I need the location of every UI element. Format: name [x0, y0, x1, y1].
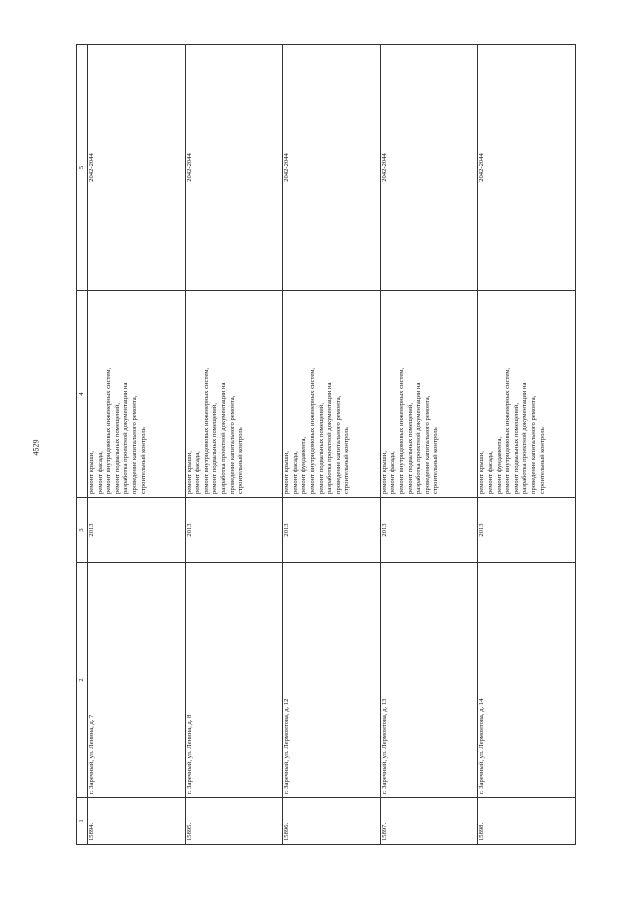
- page-number: 4529: [31, 439, 41, 456]
- works-cell: ремонт крыши, ремонт фасада, ремонт фундамента, ремонт внутридомовых инженерных систем, ремонт подвальных помещений, разработка проектной документации на проведение капитального ремонта, строительный контроль: [478, 291, 576, 498]
- row-number: 15897.: [380, 798, 478, 845]
- works-cell: ремонт крыши, ремонт фасада, ремонт внутридомовых инженерных систем, ремонт подвальных помещений, разработка проектной документации на проведение капитального ремонта, строительный контроль: [185, 291, 283, 498]
- address-cell: г. Заречный, ул. Лермонтова, д. 12: [283, 563, 381, 798]
- year-cell: 2013: [380, 498, 478, 563]
- row-number: 15896.: [283, 798, 381, 845]
- year-cell: 2013: [478, 498, 576, 563]
- rotated-table-container: [76, 80, 576, 845]
- address-cell: г. Заречный, ул. Ленина, д. 8: [185, 563, 283, 798]
- table-row: [185, 45, 283, 845]
- period-cell: 2042-2044: [88, 45, 186, 291]
- row-number: 15894.: [88, 798, 186, 845]
- address-cell: г. Заречный, ул. Лермонтова, д. 14: [478, 563, 576, 798]
- period-cell: 2042-2044: [478, 45, 576, 291]
- works-cell: ремонт крыши, ремонт фасада, ремонт фундамента, ремонт внутридомовых инженерных систем, ремонт подвальных помещений, разработка проектной документации на проведение капитального ремонта, строительный контроль: [283, 291, 381, 498]
- year-cell: 2013: [185, 498, 283, 563]
- table-row: [380, 45, 478, 845]
- works-cell: ремонт крыши, ремонт фасада, ремонт внутридомовых инженерных систем, ремонт подвальных помещений, разработка проектной документации на проведение капитального ремонта, строительный контроль: [380, 291, 478, 498]
- works-cell: ремонт крыши, ремонт фасада, ремонт внутридомовых инженерных систем, ремонт подвальных помещений, разработка проектной документации на проведение капитального ремонта, строительный контроль: [88, 291, 186, 498]
- table-row: [88, 45, 186, 845]
- row-number: 15895.: [185, 798, 283, 845]
- table-row: [283, 45, 381, 845]
- period-cell: 2042-2044: [380, 45, 478, 291]
- header-col-4: 4: [77, 291, 88, 498]
- header-col-1: 1: [77, 798, 88, 845]
- header-col-5: 5: [77, 45, 88, 291]
- period-cell: 2042-2044: [283, 45, 381, 291]
- header-col-2: 2: [77, 563, 88, 798]
- header-row: [77, 45, 88, 845]
- address-cell: г. Заречный, ул. Ленина, д. 7: [88, 563, 186, 798]
- address-cell: г. Заречный, ул. Лермонтова, д. 13: [380, 563, 478, 798]
- table-row: [478, 45, 576, 845]
- period-cell: 2042-2044: [185, 45, 283, 291]
- row-number: 15898.: [478, 798, 576, 845]
- year-cell: 2013: [283, 498, 381, 563]
- header-col-3: 3: [77, 498, 88, 563]
- repair-schedule-table: [76, 44, 576, 845]
- year-cell: 2013: [88, 498, 186, 563]
